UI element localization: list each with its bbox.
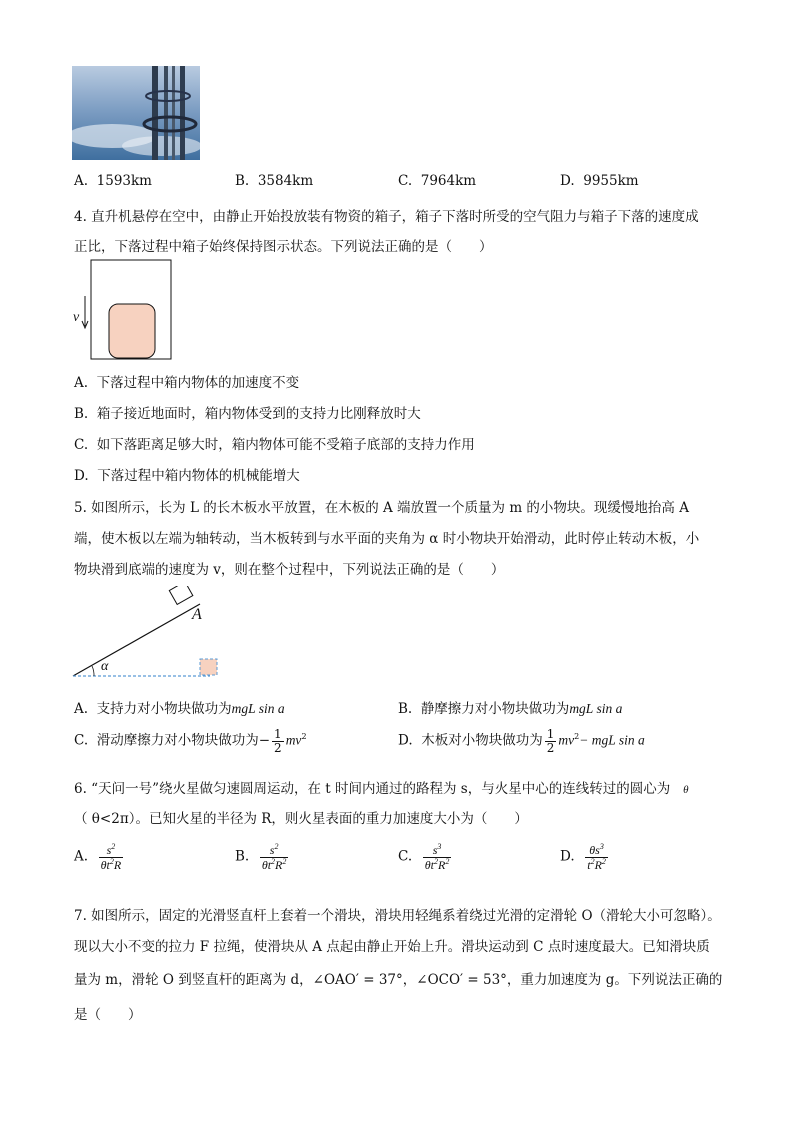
q5-option-d: D. 木板对小物块做功为 $\frac{1}{2}$ $mv^2-$ mgL sin a <box>398 727 645 755</box>
q5-option-c: C. 滑动摩擦力对小物块做功为− $\frac{1}{2}$ $mv^2$ <box>74 727 307 755</box>
q5-stem-line2: 端，使木板以左端为轴转动，当木板转到与水平面的夹角为 α 时小物块开始滑动，此时停止转动木板，小 <box>74 531 700 547</box>
q3-option-c: C. 7964km <box>398 173 477 189</box>
q6-option-c: C. $\frac{s^3}{\theta t^2R^2}$ <box>398 842 450 872</box>
q4-velocity-label: v <box>73 310 80 325</box>
q6-stem-line2: （ θ<2π）。已知火星的半径为 R，则火星表面的重力加速度大小为（ ） <box>74 811 528 827</box>
q7-stem-line1: 7. 如图所示，固定的光滑竖直杆上套着一个滑块，滑块用轻绳系着绕过光滑的定滑轮 O（滑轮大小可忽略）。 <box>74 908 721 924</box>
q4-option-d: D. 下落过程中箱内物体的机械能增大 <box>74 468 300 484</box>
q6-stem-line1: 6. “天问一号”绕火星做匀速圆周运动，在 t 时间内通过的路程为 s，与火星中心的连线转过的圆心为 θ <box>74 781 689 797</box>
q6-option-a: A. $\frac{s^2}{\theta t^2R}$ <box>74 842 122 872</box>
q5-option-b: B. 静摩擦力对小物块做功为mgL sin a <box>398 701 623 717</box>
q3-option-b: B. 3584km <box>235 173 314 189</box>
q5-stem-line3: 物块滑到底端的速度为 v，则在整个过程中，下列说法正确的是（ ） <box>74 562 505 578</box>
q6-option-b: B. $\frac{s^2}{\theta t^2R^2}$ <box>235 842 287 872</box>
q4-figure <box>70 258 174 362</box>
q5-label-alpha: α <box>101 659 109 674</box>
q7-stem-line2: 现以大小不变的拉力 F 拉绳，使滑块从 A 点起由静止开始上升。滑块运动到 C 点时速度最大。已知滑块质 <box>74 939 710 955</box>
q4-stem-line2: 正比，下落过程中箱子始终保持图示状态。下列说法正确的是（ ） <box>74 239 493 255</box>
q5-stem-line1: 5. 如图所示，长为 L 的长木板水平放置，在木板的 A 端放置一个质量为 m 的小物块。现缓慢地抬高 A <box>74 500 689 516</box>
q4-stem-line1: 4. 直升机悬停在空中，由静止开始投放装有物资的箱子，箱子下落时所受的空气阻力与箱子下落的速度成 <box>74 209 699 225</box>
q5-label-a: A <box>192 606 202 623</box>
q7-stem-line4: 是（ ） <box>74 1007 142 1023</box>
q5-option-a: A. 支持力对小物块做功为mgL sin a <box>74 701 285 717</box>
q3-option-a: A. 1593km <box>74 173 152 189</box>
q7-stem-line3: 量为 m，滑轮 O 到竖直杆的距离为 d，∠OAO′ = 37°，∠OCO′ = 53°，重力加速度为 g。下列说法正确的 <box>74 972 723 988</box>
q3-option-d: D. 9955km <box>560 173 639 189</box>
q4-option-c: C. 如下落距离足够大时，箱内物体可能不受箱子底部的支持力作用 <box>74 437 475 453</box>
q5-figure <box>70 586 230 682</box>
q6-option-d: D. $\frac{\theta s^3}{t^2R^2}$ <box>560 842 606 872</box>
space-photo <box>72 66 200 160</box>
q4-option-a: A. 下落过程中箱内物体的加速度不变 <box>74 375 300 391</box>
q4-option-b: B. 箱子接近地面时，箱内物体受到的支持力比刚释放时大 <box>74 406 421 422</box>
